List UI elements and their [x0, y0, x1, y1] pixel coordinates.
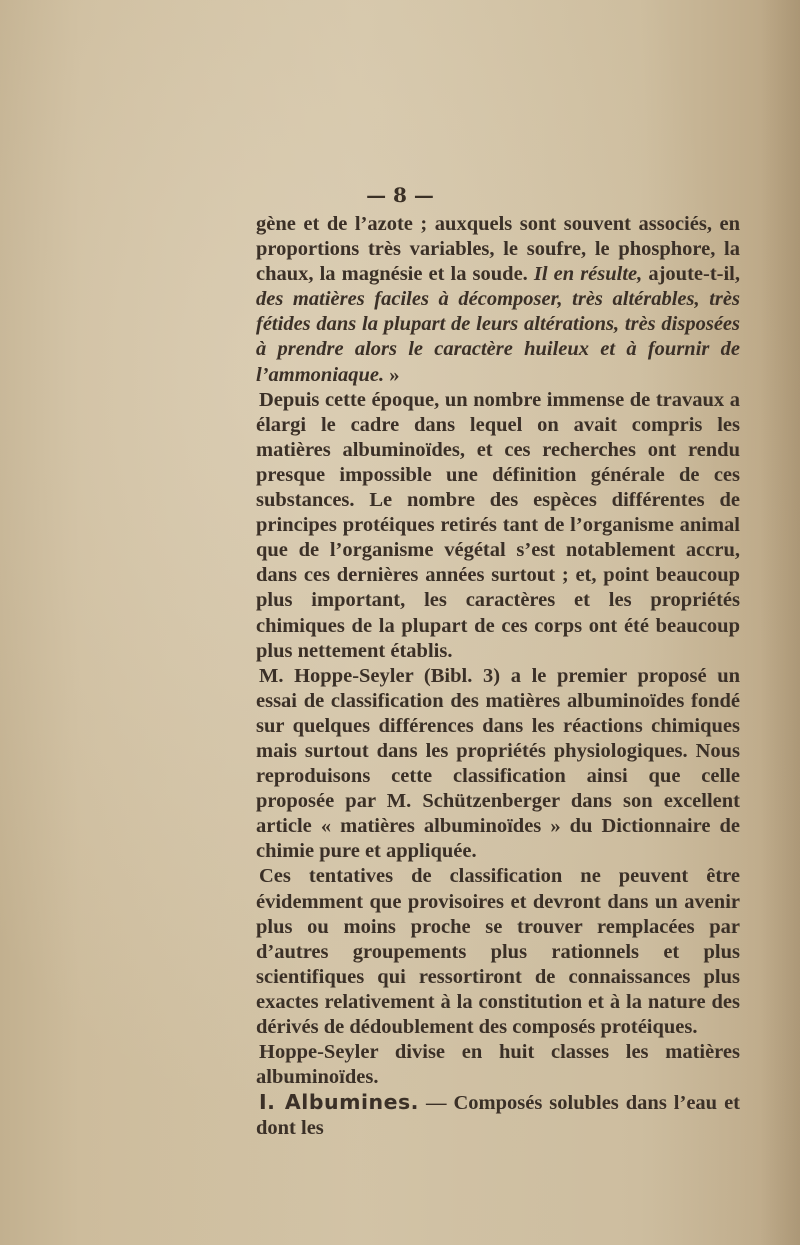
paragraph-4: Ces tentatives de classification ne peuvent être évidemment que provisoires et devront dans un avenir plus ou moins proche se trouver remplacées par d’autres groupements plus rationnels et plus scientifiques qui ressortiront de connaissances plus exactes relativement à la constitution et à la nature des dérivés de dédoublement des composés protéiques. — [256, 865, 740, 1038]
body-text — [256, 212, 740, 1141]
paragraph-2: Depuis cette époque, un nombre immense de travaux a élargi le cadre dans lequel on avait compris les matières albuminoïdes, et ces recherches ont rendu presque impossible une définition générale de ces substances. Le nombre des espèces différentes de principes protéiques retirés tant de l’organisme animal que de l’organisme végétal s’est notablement accru, dans ces dernières années surtout ; et, point beaucoup plus important, les caractères et les propriétés chimiques de la plupart de ces corps ont été beaucoup plus nettement établis. — [256, 388, 740, 662]
paragraph-3: M. Hoppe-Seyler (Bibl. 3) a le premier proposé un essai de classification des matières albuminoïdes fondé sur quelques différences dans les réactions chimiques mais surtout dans les propriétés physiologiques. Nous reproduisons cette classification ainsi que celle proposée par M. Schützenberger dans son excellent article « matières albuminoïdes » du Dictionnaire de chimie pure et appliquée. — [256, 664, 740, 863]
paragraph-1 — [256, 212, 740, 388]
paragraph-1-italic-a: Il en résulte, — [533, 263, 643, 286]
paragraph-1-text-b: ajoute-t-il, — [642, 263, 740, 286]
closing-quote: » — [384, 363, 400, 386]
quotation-italic: des matières faciles à décomposer, très altérables, très fétides dans la plupart de leurs altérations, très disposées à prendre alors le caractère huileux et à fournir de l’ammoniaque. — [256, 288, 740, 386]
page-number: — 8 — — [366, 183, 434, 207]
paragraph-5: Hoppe-Seyler divise en huit classes les matières albuminoïdes. — [256, 1041, 740, 1089]
paragraph-1-text: gène et de l’azote ; auxquels sont souvent associés, en proportions très variables, le soufre, le phosphore, la chaux, la magnésie et la soude. — [256, 213, 740, 286]
section-heading-albumines: I. Albumines. — [259, 1090, 419, 1115]
paragraph-6 — [256, 1090, 740, 1141]
paragraph-6-text: — Composés solubles dans l’eau et dont les — [256, 1092, 741, 1140]
